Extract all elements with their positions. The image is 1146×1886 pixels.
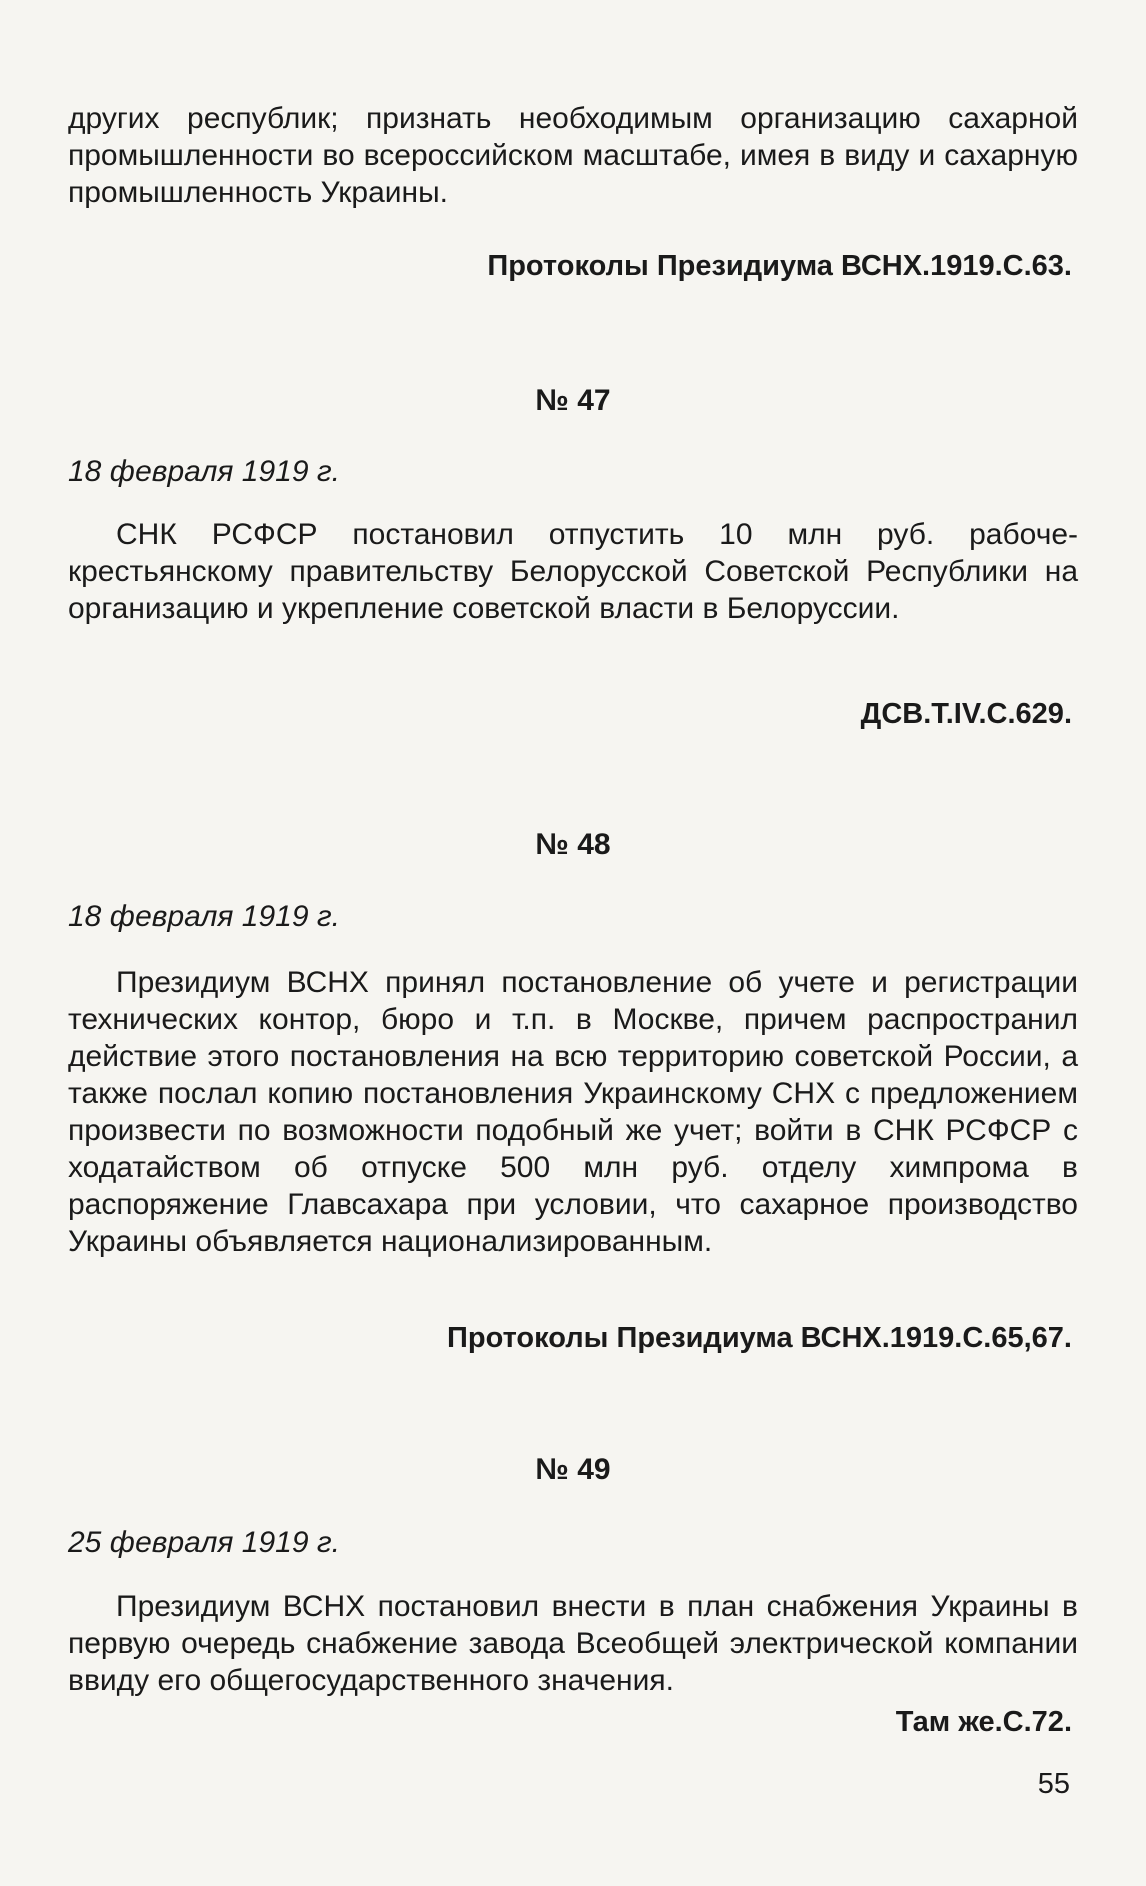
page-number: 55 xyxy=(1037,1768,1070,1800)
document-number: № 48 xyxy=(535,828,611,861)
document-date: 18 февраля 1919 г. xyxy=(68,455,340,488)
document-text: Президиум ВСНХ принял постановление об учете и регистрации технических контор, бюро и т.п. в Москве, причем распространил действие этого постановления на всю территорию советской России, а также послал копию постановления Украинскому СНХ с предложением произвести по возможности подобный же учет; войти в СНК РСФСР с ходатайством об отпуске 500 млн руб. отделу химпрома в распоряжение Главсахара при условии, что сахарное производство Украины объявляется национализированным. xyxy=(68,966,1078,1258)
document-text: СНК РСФСР постановил отпустить 10 млн руб. рабоче-крестьянскому правительству Белорусской Советской Республики на организацию и укрепление советской власти в Белоруссии. xyxy=(68,518,1078,625)
source-citation: Там же.С.72. xyxy=(895,1706,1072,1738)
source-citation: ДСВ.Т.IV.С.629. xyxy=(860,698,1072,730)
document-date: 25 февраля 1919 г. xyxy=(68,1526,340,1559)
document-number: № 49 xyxy=(535,1453,611,1486)
source-citation: Протоколы Президиума ВСНХ.1919.С.65,67. xyxy=(447,1322,1072,1354)
document-date: 18 февраля 1919 г. xyxy=(68,900,340,933)
document-number: № 47 xyxy=(535,384,611,417)
source-citation: Протоколы Президиума ВСНХ.1919.С.63. xyxy=(487,250,1072,282)
continuation-paragraph: других республик; признать необходимым организацию сахарной промышленности во всероссийском масштабе, имея в виду и сахарную промышленность Украины. xyxy=(68,102,1078,209)
document-text: Президиум ВСНХ постановил внести в план снабжения Украины в первую очередь снабжение завода Всеобщей электрической компании ввиду его общегосударственного значения. xyxy=(68,1590,1078,1697)
